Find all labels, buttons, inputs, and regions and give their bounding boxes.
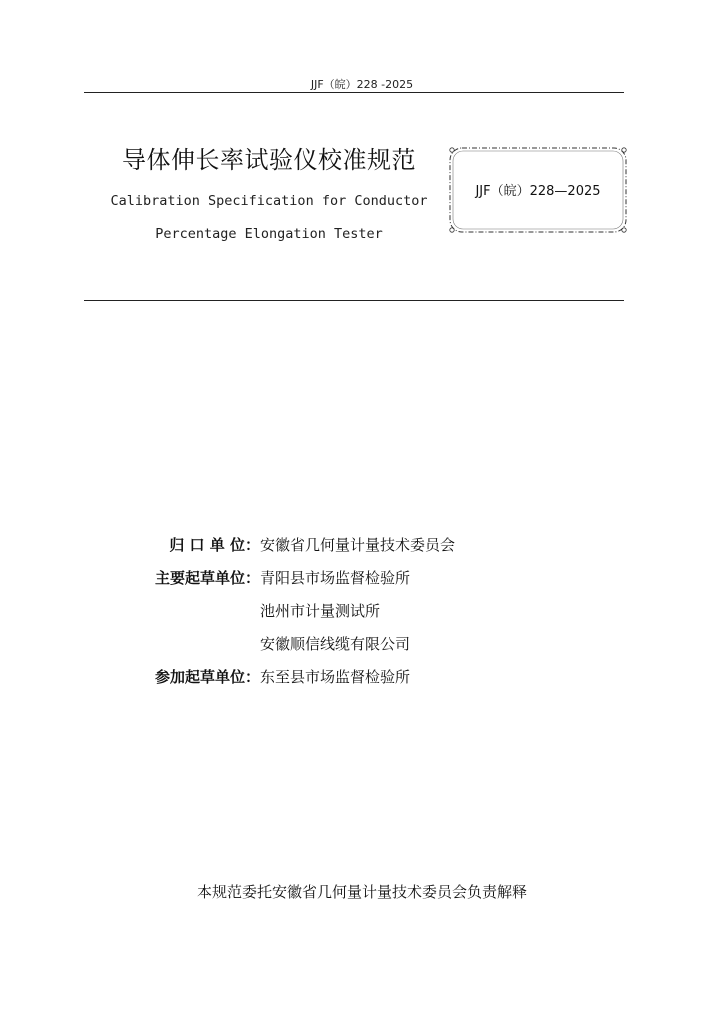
org-label: 主要起草单位： xyxy=(154,569,260,587)
org-row-main-drafter-2 xyxy=(140,594,455,627)
org-value: 池州市计量测试所 xyxy=(260,602,381,620)
org-row-participating-drafter xyxy=(140,660,455,693)
standard-number-frame xyxy=(444,143,632,237)
org-label: 参加起草单位： xyxy=(154,668,260,686)
org-value: 东至县市场监督检验所 xyxy=(260,668,411,686)
header-rule xyxy=(84,92,624,93)
org-value: 青阳县市场监督检验所 xyxy=(260,569,411,587)
org-row-main-drafter-3 xyxy=(140,627,455,660)
title-section-rule xyxy=(84,300,624,301)
org-row-responsible xyxy=(140,528,455,561)
header-standard-code: JJF（皖）228 -2025 xyxy=(310,78,414,91)
title-chinese: 导体伸长率试验仪校准规范 xyxy=(122,146,416,174)
standard-number: JJF（皖）228—2025 xyxy=(475,184,601,199)
title-english-line2: Percentage Elongation Tester xyxy=(155,226,383,242)
interpretation-note: 本规范委托安徽省几何量计量技术委员会负责解释 xyxy=(196,883,527,901)
title-english-line1: Calibration Specification for Conductor xyxy=(110,193,428,209)
organizations-list xyxy=(140,528,455,693)
org-row-main-drafter xyxy=(140,561,455,594)
org-label: 归 口 单 位： xyxy=(169,536,260,554)
org-value: 安徽省几何量计量技术委员会 xyxy=(260,536,456,554)
org-value: 安徽顺信线缆有限公司 xyxy=(260,635,411,653)
